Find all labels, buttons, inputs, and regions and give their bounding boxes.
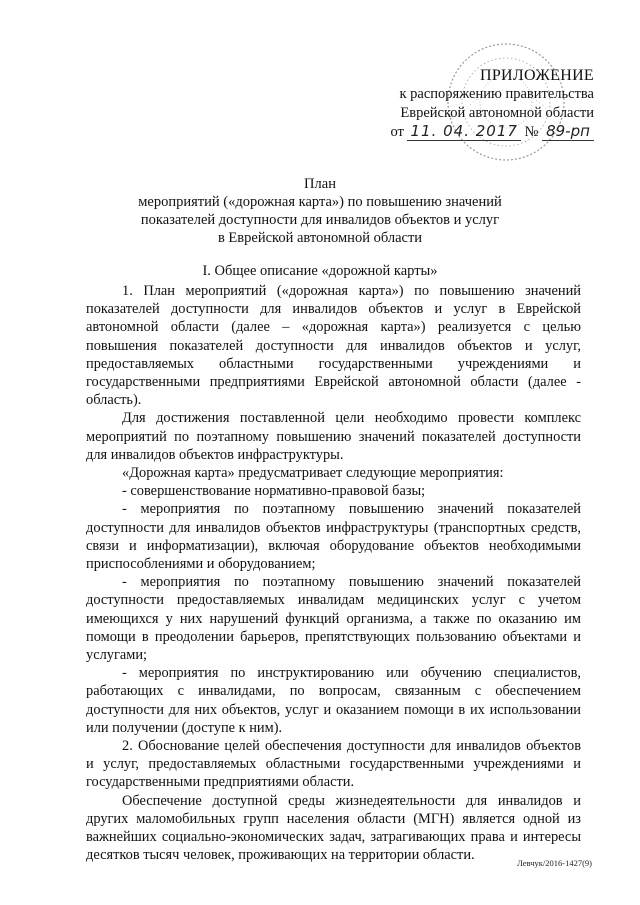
plan-subtitle-line-2: показателей доступности для инвалидов объектов и услуг: [140, 212, 500, 228]
footer-document-code: Левчук/2016-1427(9): [517, 858, 592, 868]
paragraph-2: Для достижения поставленной цели необходимо провести комплекс мероприятий по поэтапному повышению значений показателей доступности для инвалидов объектов инфраструктуры.: [86, 410, 581, 463]
plan-subtitle-line-3: в Еврейской автономной области: [217, 230, 423, 246]
plan-subtitle-line-1: мероприятий («дорожная карта») по повышению значений: [138, 194, 502, 210]
appendix-line-1: к распоряжению правительства: [399, 86, 594, 102]
paragraph-3: «Дорожная карта» предусматривает следующие мероприятия:: [122, 465, 504, 482]
appendix-date-line: [334, 123, 594, 142]
bullet-2: - мероприятия по поэтапному повышению значений показателей доступности для инвалидов объектов инфраструктуры (транспортных средств, связи и информатизации), включая оборудование объектов необходимыми приспособлениями и оборудованием;: [86, 501, 581, 573]
plan-title: План: [304, 176, 336, 192]
paragraph-5: Обеспечение доступной среды жизнедеятельности для инвалидов и других маломобильных групп населения области (МГН) является одной из важнейших социально-экономических задач, затрагивающих права и интересы десятков тысяч человек, проживающих на территории области.: [86, 792, 581, 864]
bullet-1: - совершенствование нормативно-правовой базы;: [122, 483, 426, 500]
section-1-title: I. Общее описание «дорожной карты»: [202, 263, 438, 279]
bullet-4: - мероприятия по инструктированию или обучению специалистов, работающих с инвалидами, по вопросам, связанным с обеспечением доступности для них объектов, услуг и оказанием помощи в их использовании или получении (доступе к ним).: [86, 665, 581, 736]
appendix-line-2: Еврейской автономной области: [400, 105, 594, 121]
handwritten-date: 11. 04. 2017: [407, 123, 520, 141]
bullet-3: - мероприятия по поэтапному повышению значений показателей доступности предоставляемых инвалидам медицинских услуг с учетом имеющихся у них нарушений функций организма, а также по оказанию им помощи в преодолении барьеров, препятствующих пользованию объектами и услугами;: [86, 574, 581, 664]
number-prefix: №: [524, 124, 539, 140]
document-body: [86, 282, 581, 865]
paragraph-4: 2. Обоснование целей обеспечения доступности для инвалидов объектов и услуг, предоставляемых областными государственными учреждениями и государственными предприятиями области.: [86, 738, 581, 791]
paragraph-1: 1. План мероприятий («дорожная карта») по повышению значений показателей доступности для инвалидов объектов и услуг в Еврейской автономной области (далее – «дорожная карта») реализуется с целью повышения показателей доступности для инвалидов объектов и услуг, предоставляемых областными государственными учреждениями и государственными предприятиями Еврейской автономной области (далее - область).: [86, 283, 581, 409]
date-prefix: от: [390, 124, 404, 140]
appendix-block: [334, 66, 594, 142]
appendix-title: ПРИЛОЖЕНИЕ: [479, 67, 594, 84]
handwritten-number: 89-рп: [542, 123, 594, 141]
